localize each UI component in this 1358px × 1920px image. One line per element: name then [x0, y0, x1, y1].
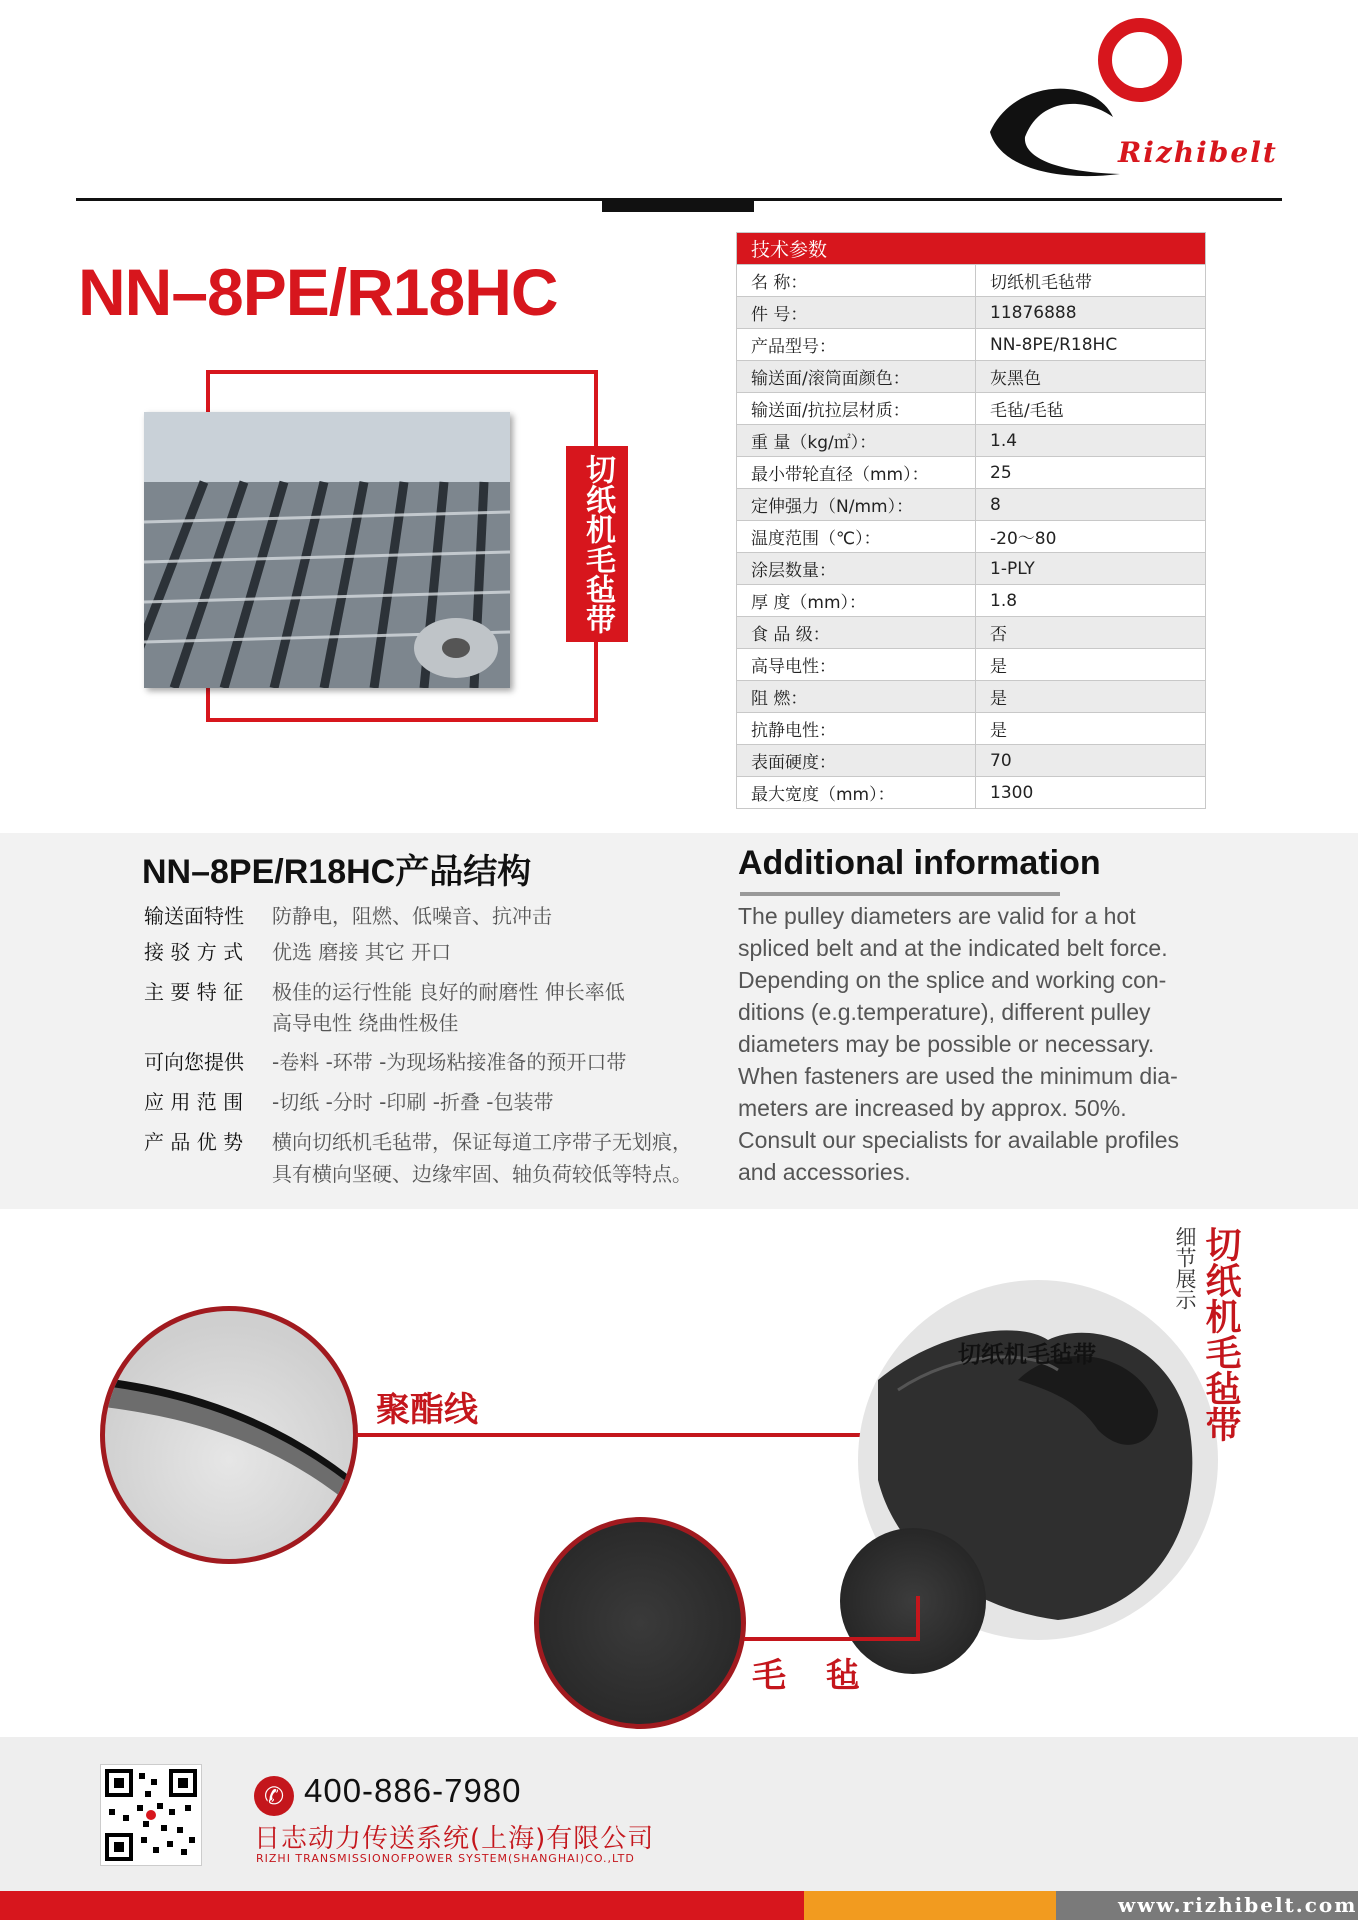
spec-table [736, 232, 1206, 809]
spec-key: 产品型号： [737, 329, 976, 361]
spec-key: 抗静电性： [737, 713, 976, 745]
spec-table-header: 技术参数 [737, 233, 1206, 265]
table-row [737, 329, 1206, 361]
spec-value: 灰黑色 [976, 361, 1206, 393]
spec-key: 高导电性： [737, 649, 976, 681]
felt-pointer-line [744, 1637, 920, 1641]
table-row [737, 361, 1206, 393]
spec-value: 毛毡/毛毡 [976, 393, 1206, 425]
phone-icon: ✆ [254, 1776, 294, 1816]
table-row [737, 745, 1206, 777]
structure-value: 具有横向坚硬、边缘牢固、轴负荷较低等特点。 [272, 1162, 692, 1186]
structure-key: 主 要 特 征 [144, 980, 244, 1004]
website-link[interactable]: www.rizhibelt.com [1118, 1893, 1358, 1917]
logo-text: Rizhibelt [1118, 136, 1278, 169]
spec-value: 25 [976, 457, 1206, 489]
detail-caption-big: 切纸机毛毡带 [1200, 1226, 1241, 1442]
spec-value: 1.8 [976, 585, 1206, 617]
spec-key: 最大宽度（mm）： [737, 777, 976, 809]
conveyor-illustration [144, 412, 510, 688]
structure-row [144, 936, 451, 965]
structure-value: 优选 磨接 其它 开口 [272, 940, 452, 964]
structure-row [144, 1126, 692, 1155]
footer-stripe-orange [804, 1891, 1056, 1920]
polyester-layer-graphic [105, 1311, 358, 1564]
table-row [737, 521, 1206, 553]
polyester-label: 聚酯线 [376, 1390, 478, 1430]
structure-row [144, 1046, 626, 1075]
company-name-en: RIZHI TRANSMISSIONOFPOWER SYSTEM(SHANGHAI)CO.,LTD [256, 1852, 635, 1865]
structure-key: 产 品 优 势 [144, 1130, 244, 1154]
table-row [737, 265, 1206, 297]
footer-stripe-red [0, 1891, 804, 1920]
structure-row [144, 1086, 554, 1115]
structure-value: 防静电，阻燃、低噪音、抗冲击 [272, 904, 552, 928]
structure-title: NN–8PE/R18HC产品结构 [142, 853, 532, 891]
spec-value: NN-8PE/R18HC [976, 329, 1206, 361]
spec-value: 1.4 [976, 425, 1206, 457]
table-row [737, 553, 1206, 585]
structure-key: 应 用 范 围 [144, 1090, 244, 1114]
spec-key: 温度范围（℃）： [737, 521, 976, 553]
additional-info-title: Additional information [738, 844, 1101, 882]
detail-caption-small: 细节展示 [1173, 1226, 1197, 1310]
spec-key: 涂层数量： [737, 553, 976, 585]
spec-key: 定伸强力（N/mm）： [737, 489, 976, 521]
structure-key: 输送面特性 [144, 904, 244, 928]
company-name-cn: 日志动力传送系统(上海)有限公司 [254, 1824, 655, 1854]
structure-row-continuation [272, 1007, 458, 1036]
spec-value: 11876888 [976, 297, 1206, 329]
structure-key: 可向您提供 [144, 1050, 244, 1074]
spec-key: 件 号： [737, 297, 976, 329]
polyester-pointer-line [356, 1433, 934, 1437]
spec-key: 阻 燃： [737, 681, 976, 713]
table-row [737, 297, 1206, 329]
structure-value: 高导电性 绕曲性极佳 [272, 1011, 459, 1035]
product-photo [144, 412, 510, 688]
felt-pointer-tick [916, 1596, 920, 1641]
table-row [737, 649, 1206, 681]
phone-number: 400-886-7980 [304, 1772, 522, 1809]
spec-key: 最小带轮直径（mm）： [737, 457, 976, 489]
product-side-label: 切纸机毛毡带 [566, 446, 628, 642]
table-row [737, 681, 1206, 713]
table-row [737, 425, 1206, 457]
spec-key: 厚 度（mm）： [737, 585, 976, 617]
structure-row [144, 976, 625, 1005]
polyester-detail-circle [100, 1306, 358, 1564]
table-row [737, 617, 1206, 649]
spec-key: 重 量（kg/㎡）： [737, 425, 976, 457]
structure-row [144, 900, 552, 929]
spec-key: 输送面/抗拉层材质： [737, 393, 976, 425]
table-row [737, 489, 1206, 521]
table-row [737, 777, 1206, 809]
spec-value: 8 [976, 489, 1206, 521]
table-row [737, 457, 1206, 489]
header-rule-accent [602, 200, 754, 212]
spec-value: 1-PLY [976, 553, 1206, 585]
logo-swoosh-icon [985, 82, 1125, 182]
spec-value: 70 [976, 745, 1206, 777]
spec-value: 是 [976, 713, 1206, 745]
structure-row-continuation [272, 1158, 692, 1187]
structure-value: -切纸 -分时 -印刷 -折叠 -包装带 [272, 1090, 554, 1114]
belt-label: 切纸机毛毡带 [958, 1342, 1096, 1368]
table-row [737, 393, 1206, 425]
additional-info-body: The pulley diameters are valid for a hot spliced belt and at the indicated belt force. Depending on the splice and working con- ditions (e.g.temperature), different pulley diameters may be possible or necessary. When fasteners are used the minimum dia- meters are increased by approx. 50%. Consult our specialists for available profiles and accessories. [738, 903, 1180, 1185]
structure-value: -卷料 -环带 -为现场粘接准备的预开口带 [272, 1050, 627, 1074]
product-title: NN–8PE/R18HC [78, 255, 558, 329]
spec-value: 否 [976, 617, 1206, 649]
footer-band [0, 1737, 1358, 1891]
table-row [737, 713, 1206, 745]
spec-value: -20～80 [976, 521, 1206, 553]
structure-value: 极佳的运行性能 良好的耐磨性 伸长率低 [272, 980, 625, 1004]
spec-value: 是 [976, 649, 1206, 681]
qr-code-icon [100, 1764, 202, 1866]
felt-closeup-circle [534, 1517, 746, 1729]
spec-value: 1300 [976, 777, 1206, 809]
spec-value: 切纸机毛毡带 [976, 265, 1206, 297]
additional-info-rule [740, 892, 1060, 896]
table-row [737, 585, 1206, 617]
felt-label: 毛 毡 [752, 1656, 874, 1696]
structure-key: 接 驳 方 式 [144, 940, 244, 964]
structure-value: 横向切纸机毛毡带，保证每道工序带子无划痕， [272, 1130, 692, 1154]
spec-value: 是 [976, 681, 1206, 713]
spec-key: 名 称： [737, 265, 976, 297]
spec-key: 输送面/滚筒面颜色： [737, 361, 976, 393]
spec-key: 表面硬度： [737, 745, 976, 777]
spec-key: 食 品 级： [737, 617, 976, 649]
